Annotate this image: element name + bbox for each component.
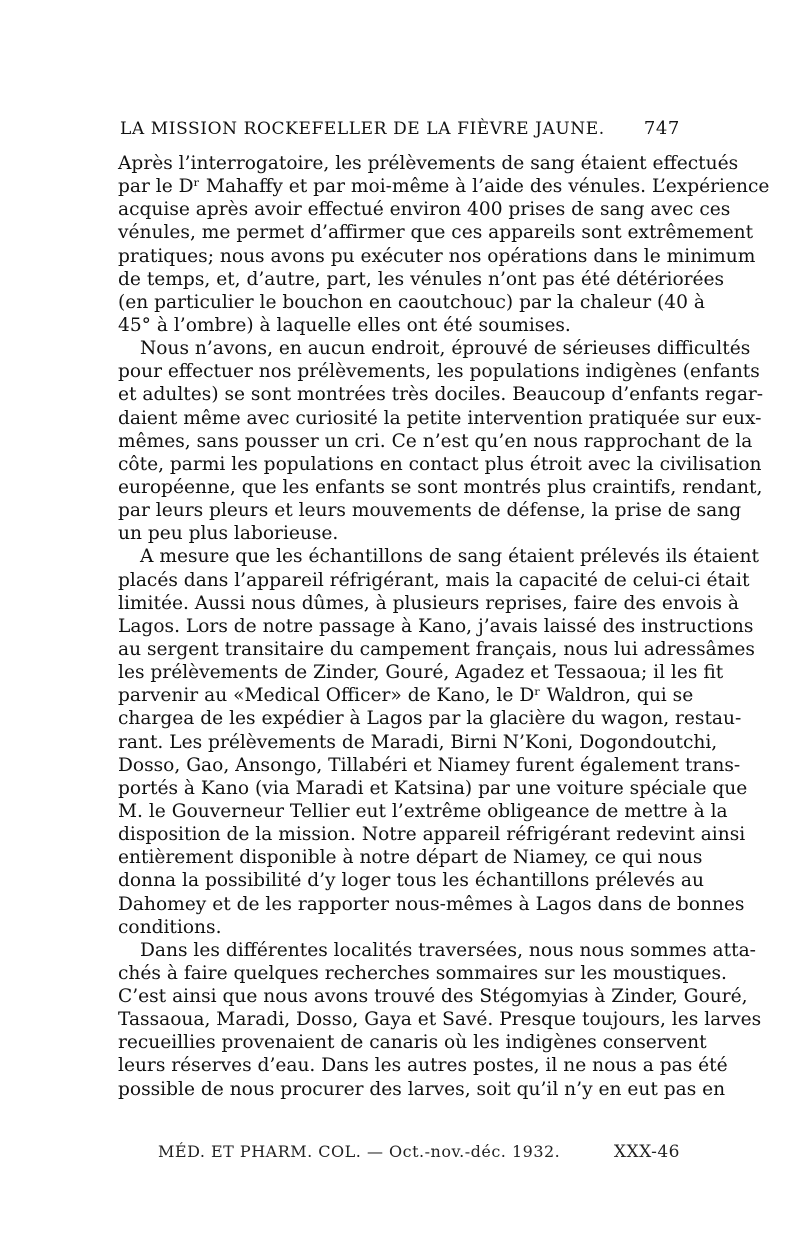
- text-line: entièrement disponible à notre départ de Niamey, ce qui nous: [118, 847, 703, 869]
- text-line: Dosso, Gao, Ansongo, Tillabéri et Niamey furent également trans-: [118, 754, 741, 776]
- text-line: Tassaoua, Maradi, Dosso, Gaya et Savé. Presque toujours, les larves: [118, 1009, 762, 1031]
- text-line: A mesure que les échantillons de sang étaient prélevés ils étaient: [140, 546, 759, 568]
- text-line: C’est ainsi que nous avons trouvé des Stégomyias à Zinder, Gouré,: [118, 986, 748, 1008]
- text-line: rant. Les prélèvements de Maradi, Birni N’Koni, Dogondoutchi,: [118, 731, 718, 753]
- text-line: côte, parmi les populations en contact plus étroit avec la civilisation: [118, 453, 762, 475]
- text-line: 45° à l’ombre) à laquelle elles ont été soumises.: [118, 314, 571, 336]
- text-line: Dahomey et de les rapporter nous-mêmes à Lagos dans de bonnes: [118, 893, 745, 915]
- text-line: M. le Gouverneur Tellier eut l’extrême obligeance de mettre à la: [118, 800, 728, 822]
- text-line: donna la possibilité d’y loger tous les échantillons prélevés au: [118, 870, 704, 892]
- text-line: pratiques; nous avons pu exécuter nos opérations dans le minimum: [118, 245, 756, 267]
- text-line: daient même avec curiosité la petite intervention pratiquée sur eux-: [118, 407, 762, 429]
- text-line: par leurs pleurs et leurs mouvements de défense, la prise de sang: [118, 500, 742, 522]
- text-line: parvenir au «Medical Officer» de Kano, le Dʳ Waldron, qui se: [118, 685, 694, 707]
- text-line: Dans les différentes localités traversées, nous nous sommes atta-: [140, 939, 756, 961]
- text-line: les prélèvements de Zinder, Gouré, Agadez et Tessaoua; il les fit: [118, 662, 724, 684]
- text-line: Nous n’avons, en aucun endroit, éprouvé de sérieuses difficultés: [140, 338, 751, 360]
- text-line: limitée. Aussi nous dûmes, à plusieurs reprises, faire des envois à: [118, 592, 739, 614]
- text-line: placés dans l’appareil réfrigérant, mais la capacité de celui-ci était: [118, 569, 750, 591]
- text-line: mêmes, sans pousser un cri. Ce n’est qu’en nous rapprochant de la: [118, 430, 753, 452]
- text-line: vénules, me permet d’affirmer que ces appareils sont extrêmement: [118, 222, 754, 244]
- running-title: LA MISSION ROCKEFELLER DE LA FIÈVRE JAUNE.: [120, 119, 605, 139]
- text-line: un peu plus laborieuse.: [118, 523, 339, 545]
- text-line: acquise après avoir effectué environ 400 prises de sang avec ces: [118, 199, 731, 221]
- text-line: Lagos. Lors de notre passage à Kano, j’avais laissé des instructions: [118, 615, 754, 637]
- text-line: possible de nous procurer des larves, soit qu’il n’y en eut pas en: [118, 1078, 726, 1100]
- journal-reference: MÉD. ET PHARM. COL. — Oct.-nov.-déc. 1932.: [158, 1142, 561, 1161]
- text-line: leurs réserves d’eau. Dans les autres postes, il ne nous a pas été: [118, 1055, 728, 1077]
- text-line: au sergent transitaire du campement français, nous lui adressâmes: [118, 638, 755, 660]
- signature-mark: XXX-46: [613, 1142, 680, 1162]
- text-line: Après l’interrogatoire, les prélèvements de sang étaient effectués: [118, 153, 739, 174]
- body-text: [118, 152, 770, 1101]
- text-line: disposition de la mission. Notre appareil réfrigérant redevint ainsi: [118, 824, 746, 846]
- page-number: 747: [643, 118, 680, 139]
- text-line: recueillies provenaient de canaris où les indigènes conservent: [118, 1032, 707, 1054]
- text-line: (en particulier le bouchon en caoutchouc) par la chaleur (40 à: [118, 291, 705, 313]
- page-footer: [158, 1142, 680, 1170]
- text-line: portés à Kano (via Maradi et Katsina) par une voiture spéciale que: [118, 777, 748, 799]
- running-header: [120, 118, 680, 144]
- text-line: chargea de les expédier à Lagos par la glacière du wagon, restau-: [118, 708, 742, 730]
- text-line: conditions.: [118, 916, 222, 938]
- text-line: européenne, que les enfants se sont montrés plus craintifs, rendant,: [118, 476, 763, 498]
- text-line: chés à faire quelques recherches sommaires sur les moustiques.: [118, 962, 727, 984]
- text-line: et adultes) se sont montrées très dociles. Beaucoup d’enfants regar-: [118, 384, 764, 406]
- text-line: de temps, et, d’autre, part, les vénules n’ont pas été détériorées: [118, 268, 725, 290]
- text-line: pour effectuer nos prélèvements, les populations indigènes (enfants: [118, 361, 760, 383]
- text-line: par le Dʳ Mahaffy et par moi-même à l’aide des vénules. L’expérience: [118, 176, 770, 198]
